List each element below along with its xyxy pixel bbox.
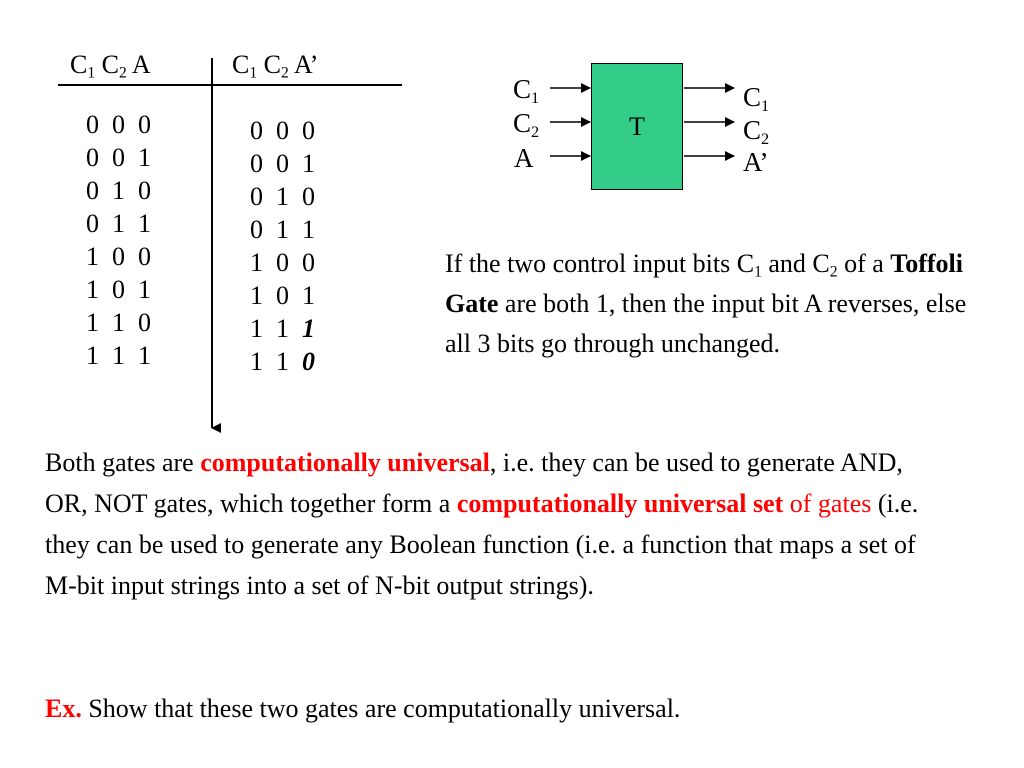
input-bit: 1	[86, 275, 99, 304]
input-bit: 0	[86, 143, 99, 172]
input-bit: 0	[112, 242, 125, 271]
exercise-text: Show that these two gates are computationally universal.	[81, 694, 681, 723]
input-bit: 1	[112, 341, 125, 370]
input-bit: 0	[138, 308, 151, 337]
input-bit: 1	[138, 275, 151, 304]
gate-label: T	[629, 112, 645, 141]
output-row	[250, 312, 315, 345]
output-bit: 0	[302, 347, 315, 376]
input-bit: 1	[138, 341, 151, 370]
input-bit: 1	[138, 209, 151, 238]
output-bit: 1	[302, 215, 315, 244]
header-a: A	[131, 50, 151, 79]
input-bit: 0	[112, 275, 125, 304]
output-bit: 0	[302, 182, 315, 211]
output-bit: 1	[250, 248, 263, 277]
output-bit: 0	[302, 116, 315, 145]
output-bit: 0	[250, 149, 263, 178]
output-row	[250, 246, 315, 279]
output-bit: 0	[276, 281, 289, 310]
output-bit: 1	[276, 347, 289, 376]
gate-input-c1: $C_1$	[513, 74, 540, 107]
output-bit: 1	[302, 149, 315, 178]
output-bit: 1	[250, 347, 263, 376]
gate-wires	[0, 0, 1024, 220]
output-bit: 0	[250, 182, 263, 211]
universality-paragraph: Both gates are computationally universal, i.e. they can be used to generate AND, OR, NOT gates, which together form a computationally universal set of gates (i.e. they can be used to generate any Boolean function (i.e. a function that maps a set of M-bit input strings into a set of N-bit output strings).	[45, 448, 919, 600]
input-row	[86, 339, 151, 372]
input-bit: 0	[86, 110, 99, 139]
output-bit: 1	[276, 215, 289, 244]
output-header: $C_1$ $C_2$ A’	[232, 50, 319, 82]
input-header: $C_1$ $C_2$ A	[70, 50, 151, 82]
input-bit: 0	[138, 176, 151, 205]
header-c2: C	[101, 50, 119, 79]
input-bit: 0	[112, 110, 125, 139]
universal-set-term: computationally universal set	[456, 489, 784, 518]
output-bit: 1	[276, 314, 289, 343]
input-row	[86, 240, 151, 273]
input-bit: 1	[112, 308, 125, 337]
output-bit: 0	[276, 248, 289, 277]
input-bit: 1	[112, 176, 125, 205]
output-bit: 0	[250, 116, 263, 145]
input-bit: 1	[138, 143, 151, 172]
output-bit: 1	[302, 314, 315, 343]
gate-input-c2: $C_2$	[513, 108, 540, 141]
output-bit: 0	[302, 248, 315, 277]
output-bit: 1	[250, 281, 263, 310]
header-out-c1: C	[232, 50, 250, 79]
output-bit: 0	[276, 149, 289, 178]
input-bit: 0	[138, 242, 151, 271]
output-row	[250, 345, 315, 378]
output-bit: 1	[302, 281, 315, 310]
input-bit: 0	[86, 209, 99, 238]
input-row	[86, 273, 151, 306]
input-bit: 0	[112, 143, 125, 172]
gate-output-c2: $C_2$	[743, 115, 770, 148]
input-bit: 1	[86, 308, 99, 337]
output-bit: 1	[250, 314, 263, 343]
gate-input-a: A	[514, 143, 534, 173]
toffoli-gate-term: Toffoli Gate	[445, 249, 963, 318]
computationally-universal-term: computationally universal	[200, 448, 490, 477]
output-row	[250, 279, 315, 312]
input-bit: 1	[86, 341, 99, 370]
input-bit: 1	[112, 209, 125, 238]
input-bit: 1	[86, 242, 99, 271]
gate-output-c1: $C_1$	[743, 82, 770, 115]
header-out-a: A’	[293, 50, 319, 79]
toffoli-description: If the two control input bits $C_1$ and $C_2$ of a Toffoli Gate are both 1, then the input bit A reverses, else all 3 bits go through unchanged.	[445, 249, 967, 358]
output-bit: 0	[276, 116, 289, 145]
input-bit: 0	[86, 176, 99, 205]
output-bit: 0	[250, 215, 263, 244]
input-row	[86, 306, 151, 339]
gate-output-a: A’	[743, 147, 769, 177]
header-c1: C	[70, 50, 88, 79]
exercise-label: Ex.	[45, 694, 82, 723]
header-out-c2: C	[263, 50, 281, 79]
input-bit: 0	[138, 110, 151, 139]
output-bit: 1	[276, 182, 289, 211]
exercise-line	[45, 688, 985, 729]
